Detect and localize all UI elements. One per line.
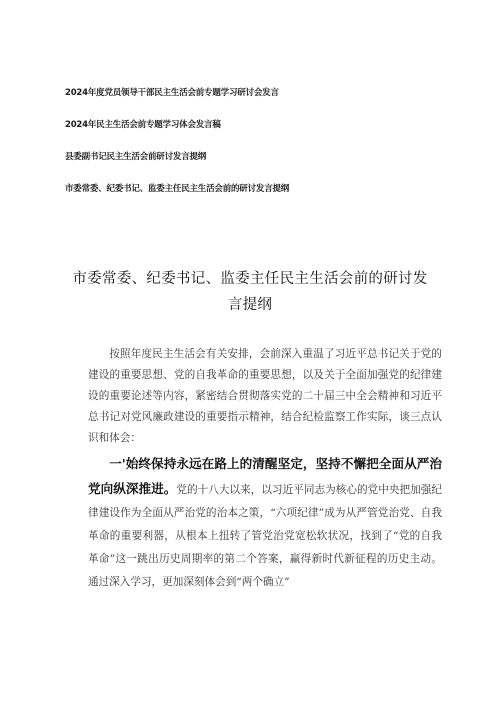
section-one-heading: 一'始终保持永远在路上的清醒坚定，坚持不懈把全面从严治党向纵深推进。 bbox=[88, 456, 442, 496]
section-one-paragraph bbox=[88, 452, 442, 594]
document-body bbox=[88, 344, 442, 594]
related-documents-list bbox=[65, 88, 445, 216]
related-document-link[interactable]: 市委常委、纪委书记、监委主任民主生活会前的研讨发言提纲 bbox=[65, 184, 290, 194]
intro-paragraph: 按照年度民主生活会有关安排，会前深入重温了习近平总书记关于党的建设的重要思想、党的自我革命的重要思想，以及关于全面加强党的纪律建设的重要论述等内容，紧密结合贯彻落实党的二十届三中全会精神和习近平总书记对党风廉政建设的重要指示精神，结合纪检监察工作实际，谈三点认识和体会： bbox=[88, 348, 442, 444]
related-document-link[interactable]: 2024年民主生活会前专题学习体会发言稿 bbox=[65, 120, 221, 130]
related-document-link[interactable]: 县委副书记民主生活会前研讨发言提纲 bbox=[65, 152, 207, 162]
related-document-link[interactable]: 2024年度党员领导干部民主生活会前专题学习研讨会发言 bbox=[65, 88, 279, 98]
document-title: 市委常委、纪委书记、监委主任民主生活会前的研讨发言提纲 bbox=[72, 271, 428, 313]
section-one-text: 党的十八大以来，以习近平同志为核心的党中央把加强纪律建设作为全面从严治党的治本之策，“六项纪律”成为从严管党治党、自我革命的重要利器，从根本上扭转了管党治党宽松软状况，找到了“党的自我革命”这一跳出历史周期率的第二个答案，赢得新时代新征程的历史主动。通过深入学习，更加深刻体会到“两个确立” bbox=[88, 484, 443, 588]
